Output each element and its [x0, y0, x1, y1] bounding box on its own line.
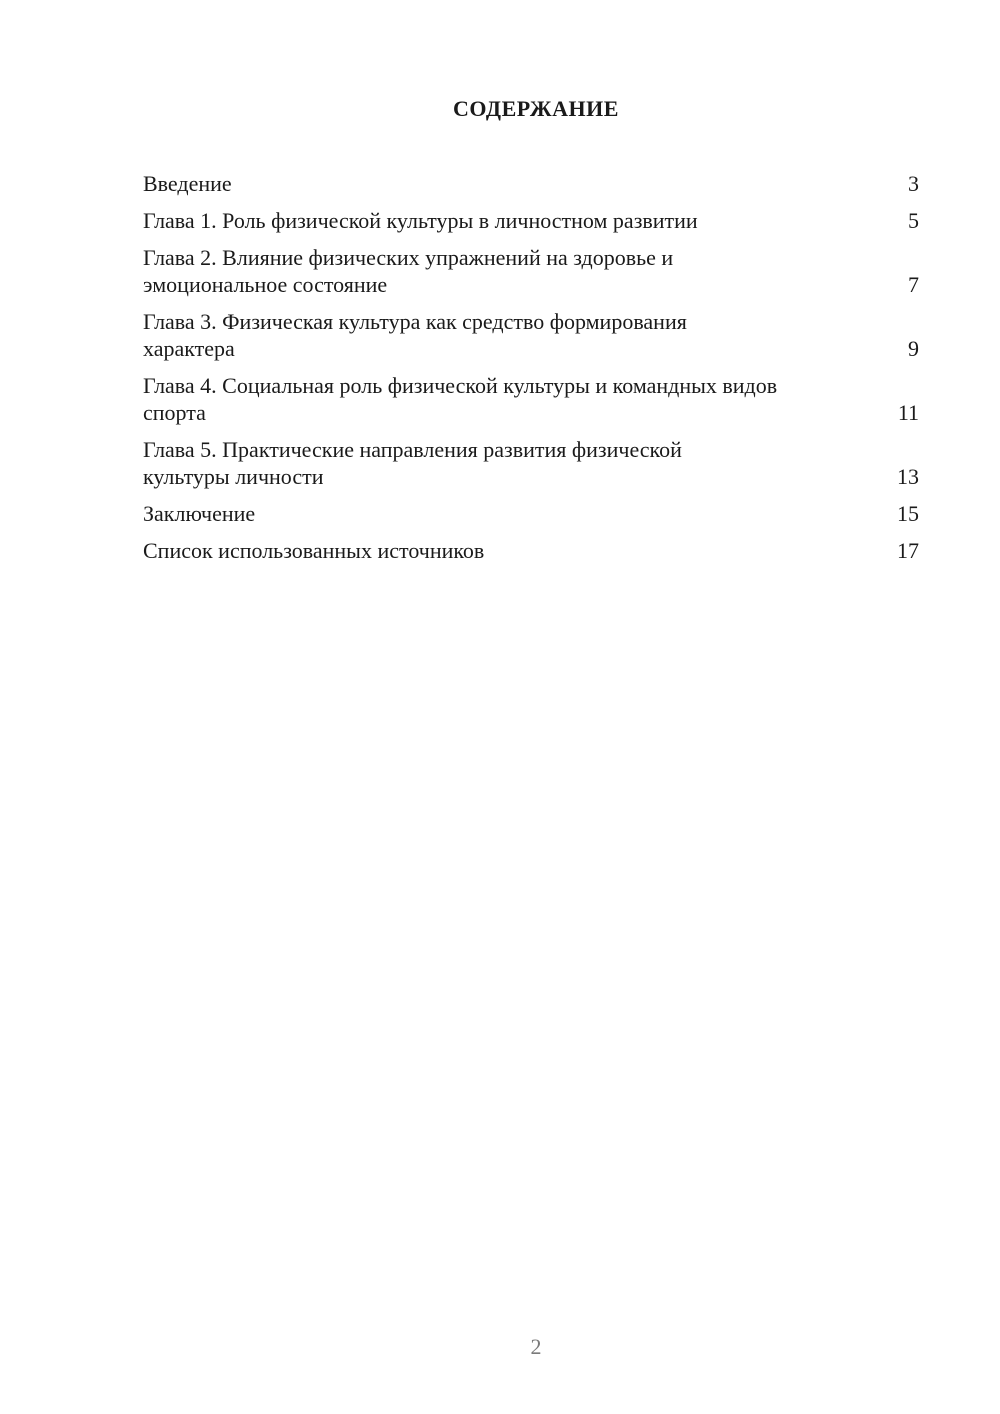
toc-entry-page: 11 [897, 400, 919, 425]
table-of-contents [143, 170, 919, 574]
toc-entry-chapter-5 [143, 436, 919, 490]
toc-entry-text: Список использованных источников [143, 538, 485, 563]
toc-entry-text: Введение [143, 171, 232, 196]
toc-entry-chapter-1 [143, 207, 919, 234]
toc-entry-conclusion [143, 500, 919, 527]
toc-entry-page: 7 [908, 272, 919, 297]
toc-entry-page: 9 [908, 336, 919, 361]
toc-entry-references [143, 537, 919, 564]
toc-entry-chapter-2 [143, 244, 919, 298]
page-number: 2 [530, 1334, 542, 1359]
toc-entry-text: Глава 1. Роль физической культуры в личностном развитии [143, 208, 698, 233]
toc-entry-text: Заключение [143, 501, 256, 526]
toc-entry-text: Глава 3. Физическая культура как средство формирования характера [143, 309, 687, 361]
toc-entry-chapter-3 [143, 308, 919, 362]
toc-entry-page: 3 [908, 171, 919, 196]
toc-entry-page: 13 [897, 464, 919, 489]
toc-entry-page: 15 [897, 501, 919, 526]
toc-entry-introduction [143, 170, 919, 197]
toc-entry-text: Глава 2. Влияние физических упражнений на здоровье и эмоциональное состояние [143, 245, 674, 297]
toc-entry-chapter-4 [143, 372, 919, 426]
toc-entry-page: 5 [908, 208, 919, 233]
page-title: СОДЕРЖАНИЕ [453, 96, 619, 121]
toc-entry-text: Глава 4. Социальная роль физической культуры и командных видов спорта [143, 373, 778, 425]
toc-entry-page: 17 [897, 538, 919, 563]
toc-entry-text: Глава 5. Практические направления развития физической культуры личности [143, 437, 682, 489]
